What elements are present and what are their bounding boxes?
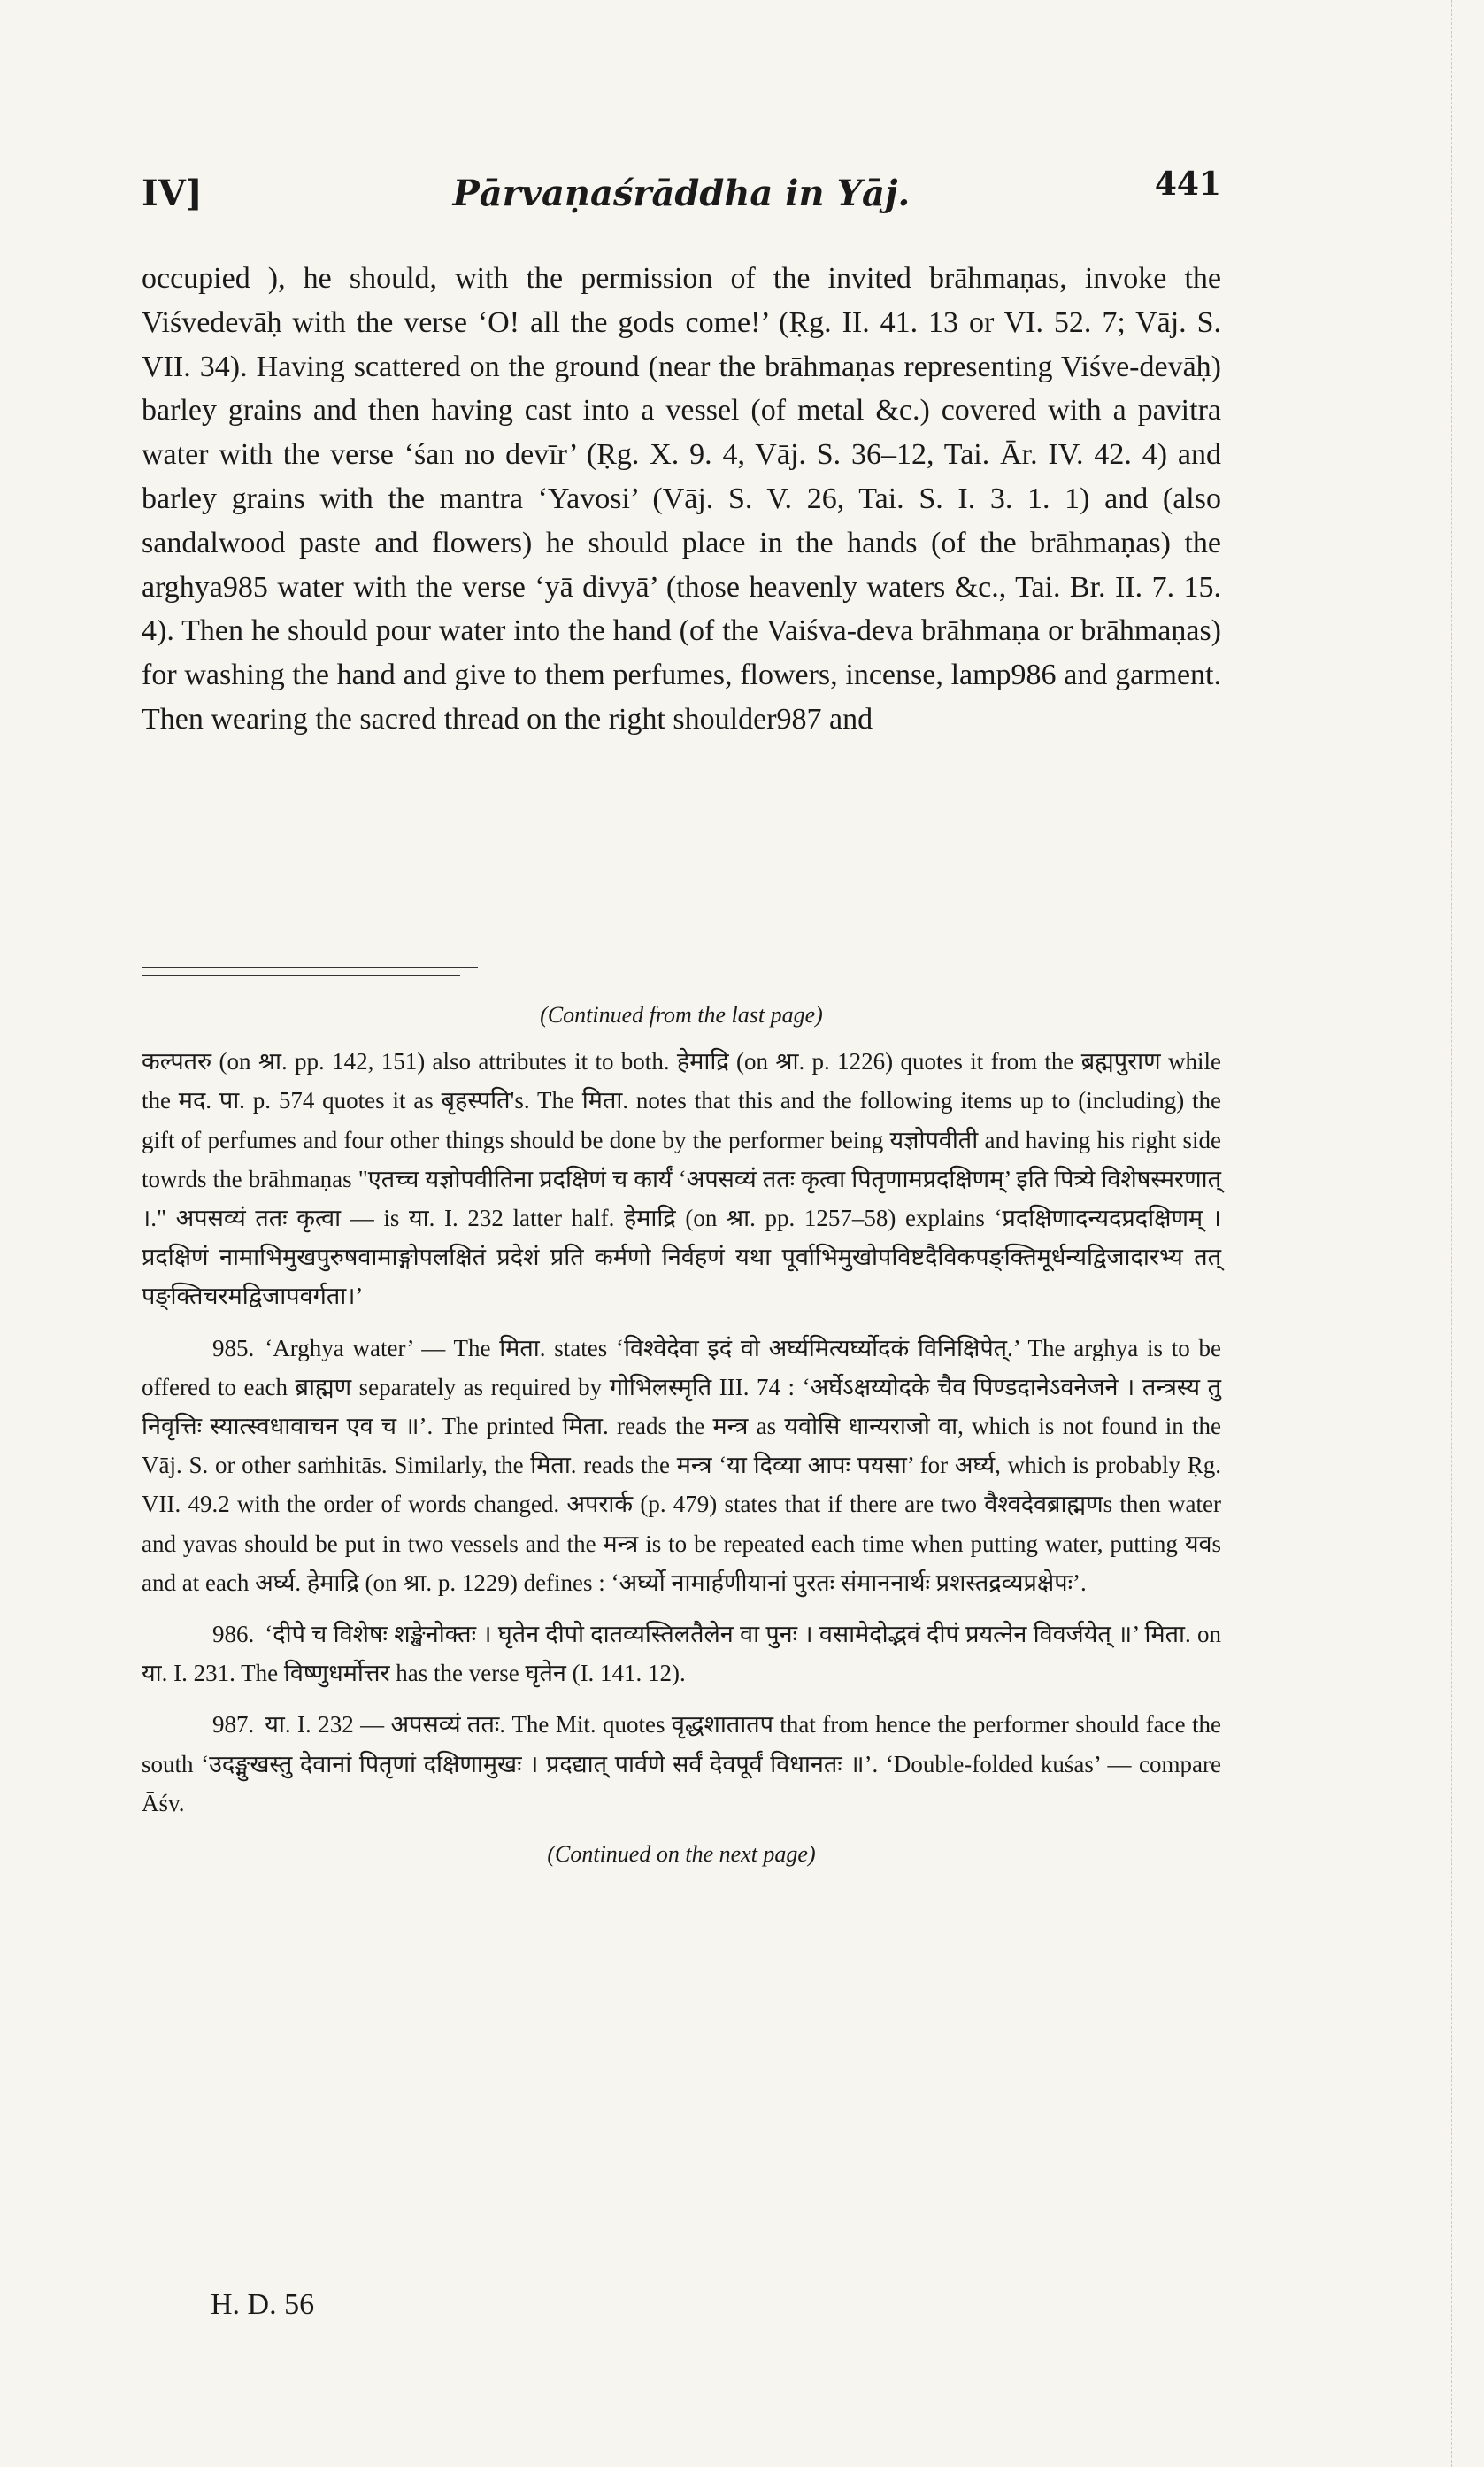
main-text bbox=[142, 257, 1221, 742]
continued-from-label: (Continued from the last page) bbox=[540, 1002, 823, 1028]
footnote-987 bbox=[142, 1705, 1221, 1823]
footnote-text: या. I. 232 — अपसव्यं ततः. The Mit. quotes वृद्धशातातप that from hence the performer should face the south ‘उदङ्मुखस्तु देवानां पितृणां दक्षिणामुखः । प्रदद्यात् पार्वणे सर्वं देवपूर्वं विधानतः ॥’. ‘Double-folded kuśas’ — compare Āśv. bbox=[142, 1711, 1221, 1816]
signature-mark: H. D. 56 bbox=[211, 2288, 315, 2321]
running-title: Pārvaṇaśrāddha in Yāj. bbox=[452, 173, 911, 214]
footnote-carry-over: कल्पतरु (on श्रा. pp. 142, 151) also attributes it to both. हेमाद्रि (on श्रा. p. 1226) quotes it from the ब्रह्मपुराण while the मद. पा. p. 574 quotes it as बृहस्पति's. The मिता. notes that this and the following items up to (including) the gift of perfumes and four other things should be done by the performer being यज्ञोपवीती and having his right side towrds the brāhmaṇas "एतच्च यज्ञोपवीतिना प्रदक्षिणं च कार्यं ‘अपसव्यं ततः कृत्वा पितृणामप्रदक्षिणम्’ इति पित्र्ये विशेषस्मरणात् ।." अपसव्यं ततः कृत्वा — is या. I. 232 latter half. हेमाद्रि (on श्रा. pp. 1257–58) explains ‘प्रदक्षिणादन्यदप्रदक्षिणम् । प्रदक्षिणं नामाभिमुखपुरुषवामाङ्गोपलक्षितं प्रदेशं प्रति कर्मणो निर्वहणं यथा पूर्वाभिमुखोपविष्टदैविकपङ्क्तिमूर्धन्यद्विजादारभ्य तत् पङ्क्तिचरमद्विजापवर्गता।’ bbox=[142, 1048, 1221, 1310]
footnote-985 bbox=[142, 1329, 1221, 1602]
footnotes bbox=[142, 996, 1221, 1874]
footnote-number: 986. bbox=[212, 1621, 255, 1648]
footnote-number: 985. bbox=[212, 1334, 255, 1361]
chapter-number: IV] bbox=[142, 173, 203, 214]
running-header bbox=[142, 166, 1221, 226]
page-number: 441 bbox=[1154, 166, 1221, 203]
footnote-986 bbox=[142, 1615, 1221, 1692]
footnote-text: ‘Arghya water’ — The मिता. states ‘विश्वेदेवा इदं वो अर्घ्यमित्यर्घ्योदकं विनिक्षिपेत्.’ The arghya is to be offered to each ब्राह्मण separately as required by गोभिलस्मृति III. 74 : ‘अर्घेऽक्षय्योदके चैव पिण्डदानेऽवनेजने । तन्त्रस्य तु निवृत्तिः स्यात्स्वधावाचन एव च ॥’. The printed मिता. reads the मन्त्र as यवोसि धान्यराजो वा, which is not found in the Vāj. S. or other saṁhitās. Similarly, the मिता. reads the मन्त्र ‘या दिव्या आपः पयसा’ for अर्घ्य, which is probably Ṛg. VII. 49.2 with the order of words changed. अपरार्क (p. 479) states that if there are two वैश्वदेवब्राह्मणs then water and yavas should be put in two vessels and the मन्त्र is to be repeated each time when putting water, putting यवs and at each अर्घ्य. हेमाद्रि (on श्रा. p. 1229) defines : ‘अर्घ्यो नामार्हणीयानां पुरतः संमाननार्थः प्रशस्तद्रव्यप्रक्षेपः’. bbox=[142, 1334, 1221, 1596]
footnote-text: ‘दीपे च विशेषः शङ्खेनोक्तः । घृतेन दीपो दातव्यस्तिलतैलेन वा पुनः । वसामेदोद्भवं दीपं प्रयत्नेन विवर्जयेत् ॥’ मिता. on या. I. 231. The विष्णुधर्मोत्तर has the verse घृतेन (I. 141. 12). bbox=[142, 1621, 1221, 1687]
continued-on-label: (Continued on the next page) bbox=[547, 1841, 816, 1868]
footnote-number: 987. bbox=[212, 1711, 255, 1738]
main-paragraph: occupied ), he should, with the permission of the invited brāhmaṇas, invoke the Viśvedevāḥ with the verse ‘O! all the gods come!’ (Ṛg. II. 41. 13 or VI. 52. 7; Vāj. S. VII. 34). Having scattered on the ground (near the brāhmaṇas representing Viśve-devāḥ) barley grains and then having cast into a vessel (of metal &c.) covered with a pavitra water with the verse ‘śan no devīr’ (Ṛg. X. 9. 4, Vāj. S. 36–12, Tai. Ār. IV. 42. 4) and barley grains with the mantra ‘Yavosi’ (Vāj. S. V. 26, Tai. S. I. 3. 1. 1) and (also sandalwood paste and flowers) he should place in the hands (of the brāhmaṇas) the arghya985 water with the verse ‘yā divyā’ (those heavenly waters &c., Tai. Br. II. 7. 15. 4). Then he should pour water into the hand (of the Vaiśva-deva brāhmaṇa or brāhmaṇas) for washing the hand and give to them perfumes, flowers, incense, lamp986 and garment. Then wearing the sacred thread on the right shoulder987 and bbox=[142, 262, 1221, 736]
page-edge-line bbox=[1451, 0, 1452, 2467]
footnote-rule-bottom bbox=[142, 975, 460, 976]
footnote-rule-top bbox=[142, 967, 478, 968]
